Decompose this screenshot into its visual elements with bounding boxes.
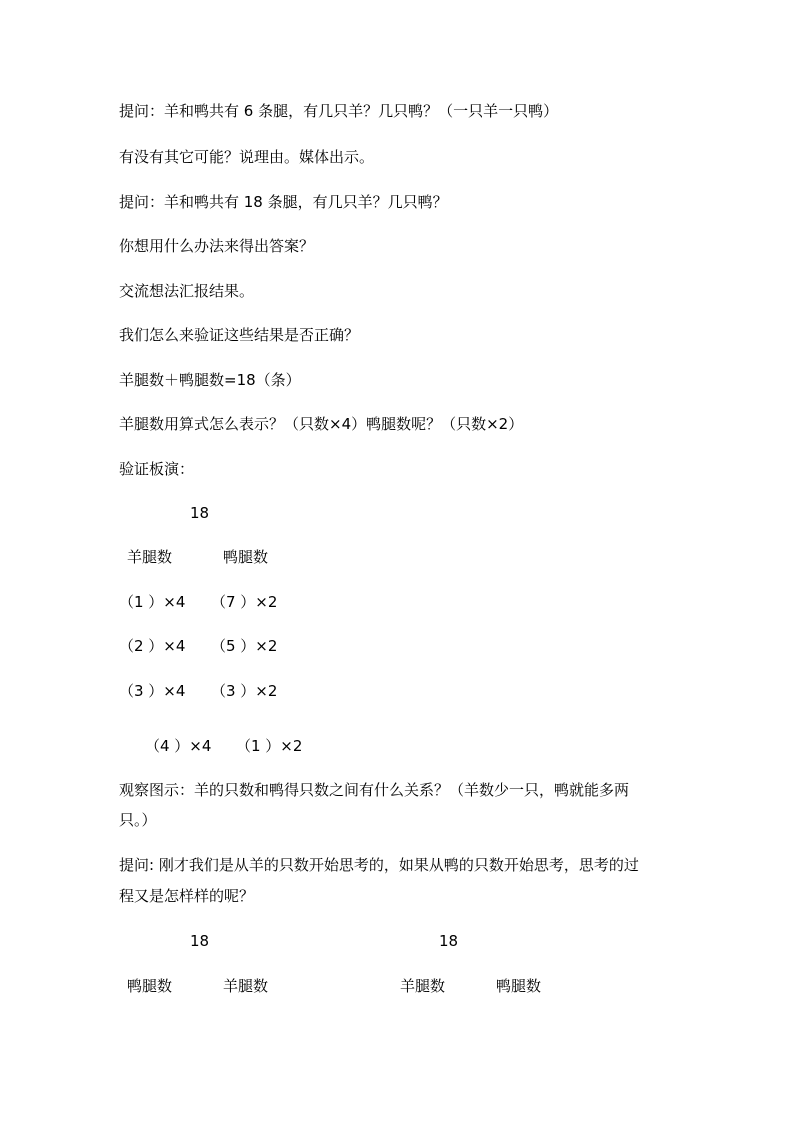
diagram2-left-total: 18	[190, 932, 210, 950]
text-line-7: 羊腿数＋鸭腿数=18（条）	[119, 371, 301, 389]
text-line-8: 羊腿数用算式怎么表示？（只数×4）鸭腿数呢？（只数×2）	[119, 415, 524, 433]
diagram1-row-3-right: （3 ）×2	[211, 682, 278, 700]
text-line-6: 我们怎么来验证这些结果是否正确？	[119, 326, 360, 344]
text-line-9: 验证板演：	[119, 460, 195, 478]
diagram1-row-1-right: （7 ）×2	[211, 593, 278, 611]
text-line-2: 有没有其它可能？说理由。媒体出示。	[119, 148, 375, 166]
diagram2-right-total: 18	[439, 932, 459, 950]
diagram1-row-1-left: （1 ）×4	[119, 593, 186, 611]
observe-line-1: 观察图示：羊的只数和鸭得只数之间有什么关系？（羊数少一只，鸭就能多两	[119, 781, 630, 799]
diagram1-left-label: 羊腿数	[127, 548, 173, 566]
question-line-1: 提问: 刚才我们是从羊的只数开始思考的，如果从鸭的只数开始思考，思考的过	[119, 856, 639, 874]
diagram1-row-4-left: （4 ）×4	[145, 737, 212, 755]
diagram1-total: 18	[190, 504, 210, 522]
question-line-2: 程又是怎样样的呢？	[119, 887, 255, 905]
text-line-3: 提问：羊和鸭共有 18 条腿，有几只羊？几只鸭？	[119, 193, 448, 211]
diagram1-row-4-right: （1 ）×2	[236, 737, 303, 755]
diagram1-row-2-right: （5 ）×2	[211, 637, 278, 655]
text-line-5: 交流想法汇报结果。	[119, 282, 255, 300]
diagram2-label-1: 鸭腿数	[127, 977, 173, 995]
diagram1-row-2-left: （2 ）×4	[119, 637, 186, 655]
diagram2-label-2: 羊腿数	[223, 977, 269, 995]
observe-line-2: 只。）	[119, 811, 157, 829]
diagram1-row-3-left: （3 ）×4	[119, 682, 186, 700]
text-line-4: 你想用什么办法来得出答案？	[119, 237, 315, 255]
diagram1-right-label: 鸭腿数	[223, 548, 269, 566]
diagram2-label-4: 鸭腿数	[496, 977, 542, 995]
text-line-1: 提问：羊和鸭共有 6 条腿，有几只羊？几只鸭？（一只羊一只鸭）	[119, 102, 559, 120]
diagram2-label-3: 羊腿数	[400, 977, 446, 995]
